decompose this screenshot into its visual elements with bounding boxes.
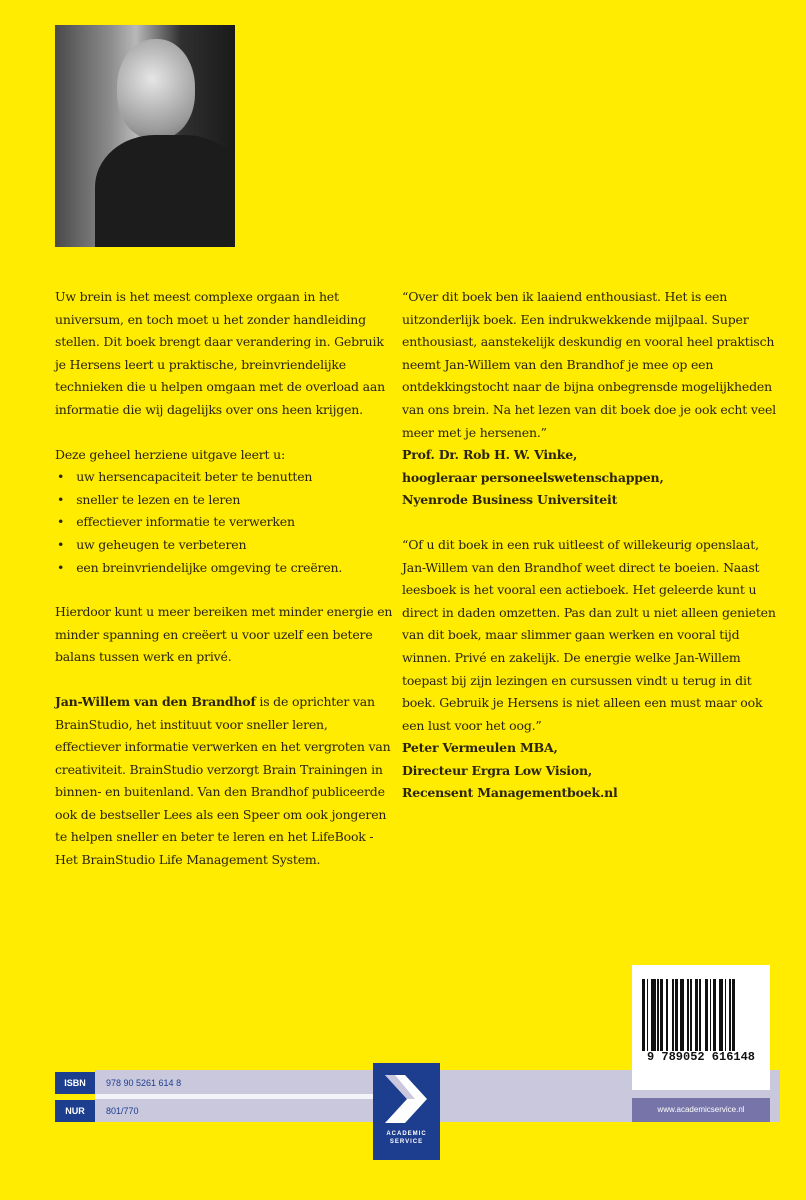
author-bio-text: is de oprichter van BrainStudio, het instituut voor sneller leren, effectiever informatie verwerken en het vergroten van creativiteit. BrainStudio verzorgt Brain Trainingen in binnen- en buitenland. Van den Brandhof publiceerde ook de bestseller Lees als een Speer om ook jongeren te helpen sneller en beter te leren en het LifeBook - Het BrainStudio Life Management System. bbox=[55, 693, 391, 868]
isbn-label: ISBN bbox=[55, 1072, 95, 1094]
quote-author-org: Recensent Managementboek.nl bbox=[402, 785, 618, 801]
barcode-bars bbox=[642, 979, 760, 1051]
quote-author-org: Nyenrode Business Universiteit bbox=[402, 492, 618, 508]
quote-author-name: Prof. Dr. Rob H. W. Vinke, bbox=[402, 447, 578, 463]
intro-text: Uw brein is het meest complexe orgaan in het universum, en toch moet u het zonder handleiding stellen. Dit boek brengt daar verandering in. Gebruik je Hersens leert u praktische, breinvriendelijke technieken die u helpen omgaan met de overload aan informatie die wij dagelijks over ons heen krijgen. bbox=[55, 289, 385, 417]
isbn-value: 978 90 5261 614 8 bbox=[106, 1078, 182, 1088]
result-text: Hierdoor kunt u meer bereiken met minder energie en minder spanning en creëert u voor uzelf een betere balans tussen werk en privé. bbox=[55, 604, 393, 665]
publisher-logo bbox=[373, 1063, 440, 1160]
nur-label: NUR bbox=[55, 1100, 95, 1122]
publisher-logo-text: ACADEMIC SERVICE bbox=[386, 1131, 427, 1145]
publisher-url: www.academicservice.nl bbox=[632, 1098, 770, 1122]
list-item: • sneller te lezen en te leren bbox=[55, 489, 395, 512]
left-column bbox=[55, 286, 395, 894]
barcode bbox=[632, 965, 770, 1090]
list-item: • een breinvriendelijke omgeving te creëren. bbox=[55, 557, 395, 580]
quote-1: “Over dit boek ben ik laaiend enthousiast. Het is een uitzonderlijk boek. Een indrukwekkende mijlpaal. Super enthousiast, aanstekelijk deskundig en vooral heel praktisch neemt Jan-Willem van den Brandhof je mee op een ontdekkingstocht naar de bijna onbegrensde mogelijkheden van ons brein. Na het lezen van dit boek doe je ook echt veel meer met je hersenen.” bbox=[402, 289, 776, 440]
list-item: • uw geheugen te verbeteren bbox=[55, 534, 395, 557]
barcode-bar bbox=[735, 979, 737, 1051]
quote-author-name: Peter Vermeulen MBA, bbox=[402, 740, 558, 756]
list-item: • effectiever informatie te verwerken bbox=[55, 511, 395, 534]
right-column bbox=[402, 286, 780, 827]
list-intro: Deze geheel herziene uitgave leert u: bbox=[55, 446, 286, 462]
nur-value: 801/770 bbox=[106, 1106, 139, 1116]
chevron-right-icon bbox=[381, 1073, 431, 1125]
list-item: • uw hersencapaciteit beter te benutten bbox=[55, 466, 395, 489]
quote-2: “Of u dit boek in een ruk uitleest of willekeurig openslaat, Jan-Willem van den Brandhof weet direct te boeien. Naast leesboek is het vooral een actieboek. Het geleerde kunt u direct in daden omzetten. Pas dan zult u niet alleen genieten van dit boek, maar slimmer gaan werken en vooral tijd winnen. Privé en zakelijk. De energie welke Jan-Willem toepast bij zijn lezingen en cursussen vindt u terug in dit boek. Gebruik je Hersens is niet alleen een must maar ook een lust voor het oog.” bbox=[402, 536, 776, 733]
benefit-list bbox=[55, 466, 395, 579]
author-photo bbox=[55, 25, 235, 247]
barcode-number: 9 789052 616148 bbox=[646, 1050, 756, 1064]
quote-2-author bbox=[402, 737, 780, 805]
quote-author-role: Directeur Ergra Low Vision, bbox=[402, 762, 593, 778]
author-name: Jan-Willem van den Brandhof bbox=[55, 693, 256, 709]
quote-author-role: hoogleraar personeelswetenschappen, bbox=[402, 469, 664, 485]
author-bio bbox=[55, 691, 395, 872]
band-divider bbox=[95, 1094, 375, 1099]
quote-1-author bbox=[402, 444, 780, 512]
